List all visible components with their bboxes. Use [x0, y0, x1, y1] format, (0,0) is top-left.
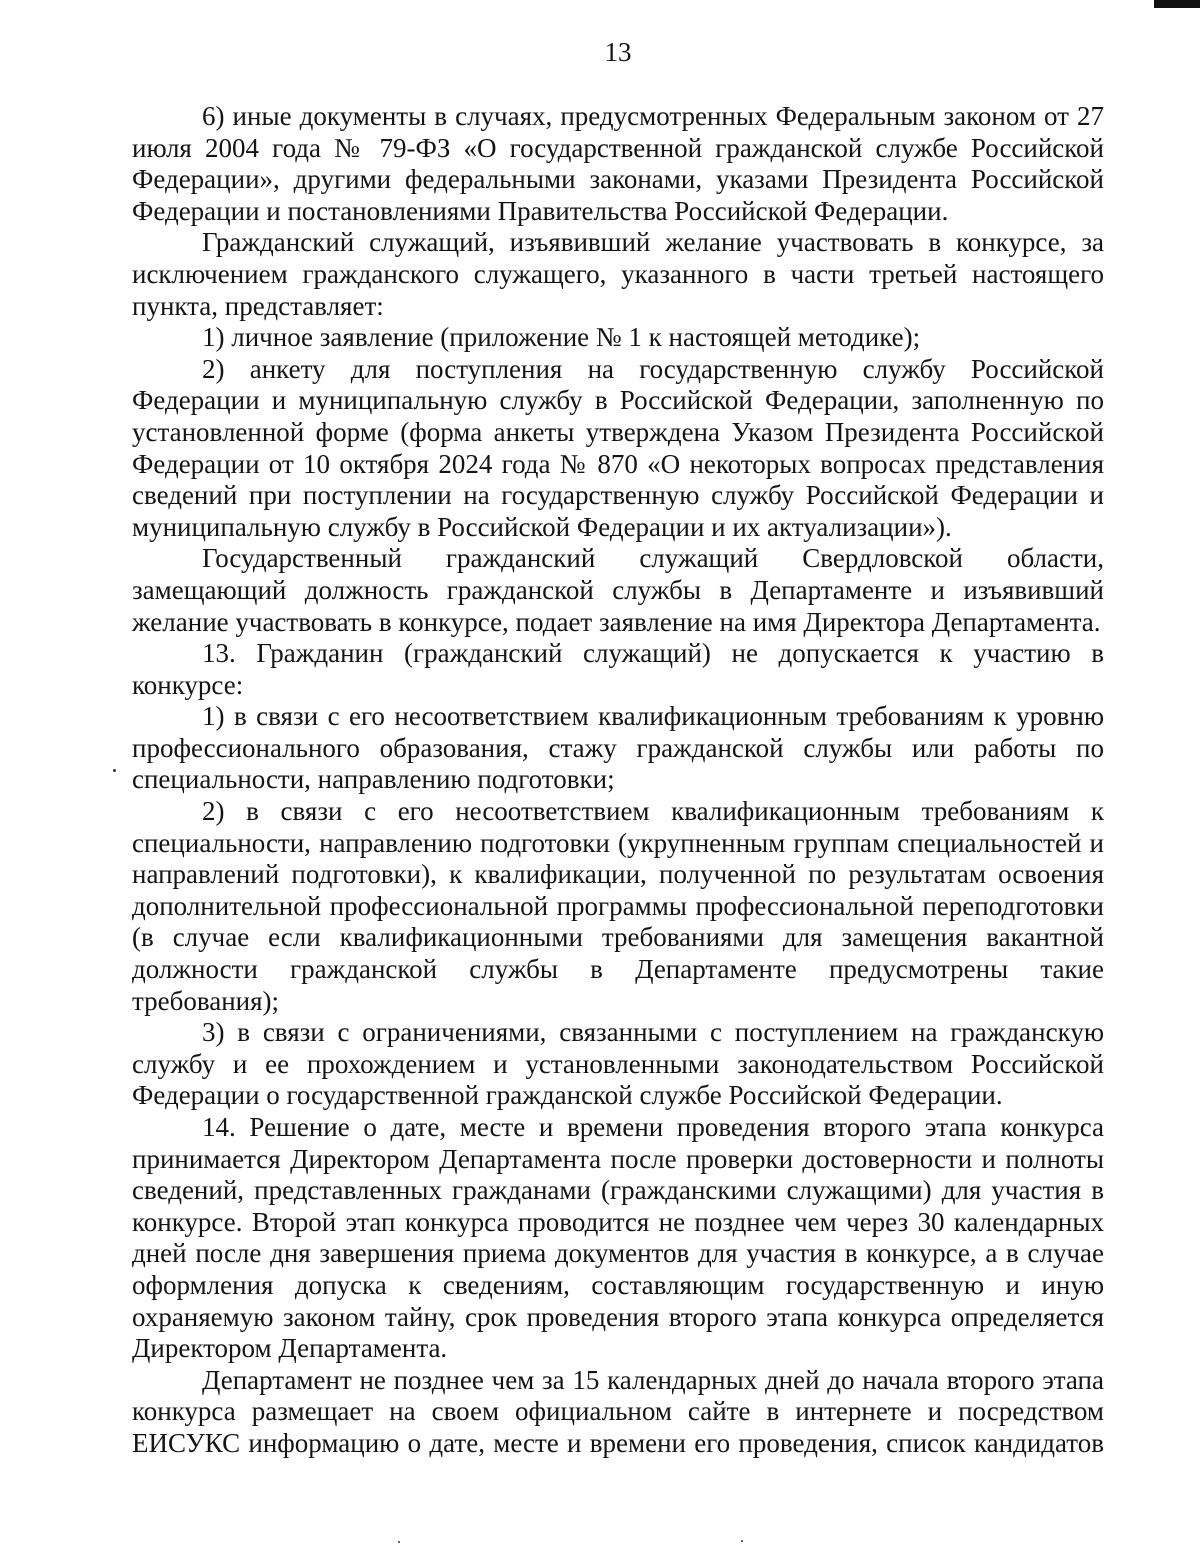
paragraph-14-second-stage: 14. Решение о дате, месте и времени проведения второго этапа конкурса принимается Директором Департамента после проверки достоверности и полноты сведений, представленных гражданами (гражданскими служащими) для участия в конкурсе. Второй этап конкурса проводится не позднее чем через 30 календарных дней после дня завершения приема документов для участия в конкурсе, а в случае оформления допуска к сведениям, составляющим государственную и иную охраняемую законом тайну, срок проведения второго этапа конкурса определяется Директором Департамента. — [132, 1112, 1104, 1364]
scan-corner-mark — [1154, 0, 1200, 8]
paragraph-sverdlovsk-servant: Государственный гражданский служащий Свердловской области, замещающий должность гражданской службы в Департаменте и изъявивший желание участвовать в конкурсе, подает заявление на имя Директора Департамента. — [132, 543, 1104, 637]
paragraph-13-item-3: 3) в связи с ограничениями, связанными с поступлением на гражданскую службу и ее прохождением и установленными законодательством Российской Федерации о государственной гражданской службе Российской Федерации. — [132, 1017, 1104, 1111]
scan-speck — [741, 1540, 743, 1542]
paragraph-item-2-questionnaire: 2) анкету для поступления на государственную службу Российской Федерации и муниципальную службу в Российской Федерации, заполненную по установленной форме (форма анкеты утверждена Указом Президента Российской Федерации от 10 октября 2024 года № 870 «О некоторых вопросах представления сведений при поступлении на государственную службу Российской Федерации и муниципальную службу в Российской Федерации и их актуализации»). — [132, 353, 1104, 542]
paragraph-item-1-application: 1) личное заявление (приложение № 1 к настоящей методике); — [202, 322, 921, 353]
scan-speck — [398, 1541, 400, 1543]
page-number: 13 — [604, 37, 632, 67]
paragraph-13-item-1: 1) в связи с его несоответствием квалификационным требованиям к уровню профессионального образования, стажу гражданской службы или работы по специальности, направлению подготовки; — [132, 701, 1104, 795]
scan-speck — [113, 769, 116, 772]
paragraph-item-6-other-documents: 6) иные документы в случаях, предусмотренных Федеральным законом от 27 июля 2004 года № 79-ФЗ «О государственной гражданской службе Российской Федерации», другими федеральными законами, указами Президента Российской Федерации и постановлениями Правительства Российской Федерации. — [132, 101, 1104, 226]
paragraph-13-not-admitted: 13. Гражданин (гражданский служащий) не допускается к участию в конкурсе: — [132, 638, 1104, 700]
document-body — [132, 101, 1104, 1460]
paragraph-13-item-2: 2) в связи с его несоответствием квалификационным требованиям к специальности, направлению подготовки (укрупненным группам специальностей и направлений подготовки), к квалификации, полученной по результатам освоения дополнительной профессиональной программы профессиональной переподготовки (в случае если квалификационными требованиями для замещения вакантной должности гражданской службы в Департаменте предусмотрены такие требования); — [132, 796, 1104, 1016]
paragraph-department-publishes: Департамент не позднее чем за 15 календарных дней до начала второго этапа конкурса размещает на своем официальном сайте в интернете и посредством ЕИСУКС информацию о дате, месте и времени его проведения, список кандидатов — [132, 1364, 1104, 1458]
paragraph-civil-servant-submits: Гражданский служащий, изъявивший желание участвовать в конкурсе, за исключением гражданского служащего, указанного в части третьей настоящего пункта, представляет: — [132, 227, 1104, 321]
